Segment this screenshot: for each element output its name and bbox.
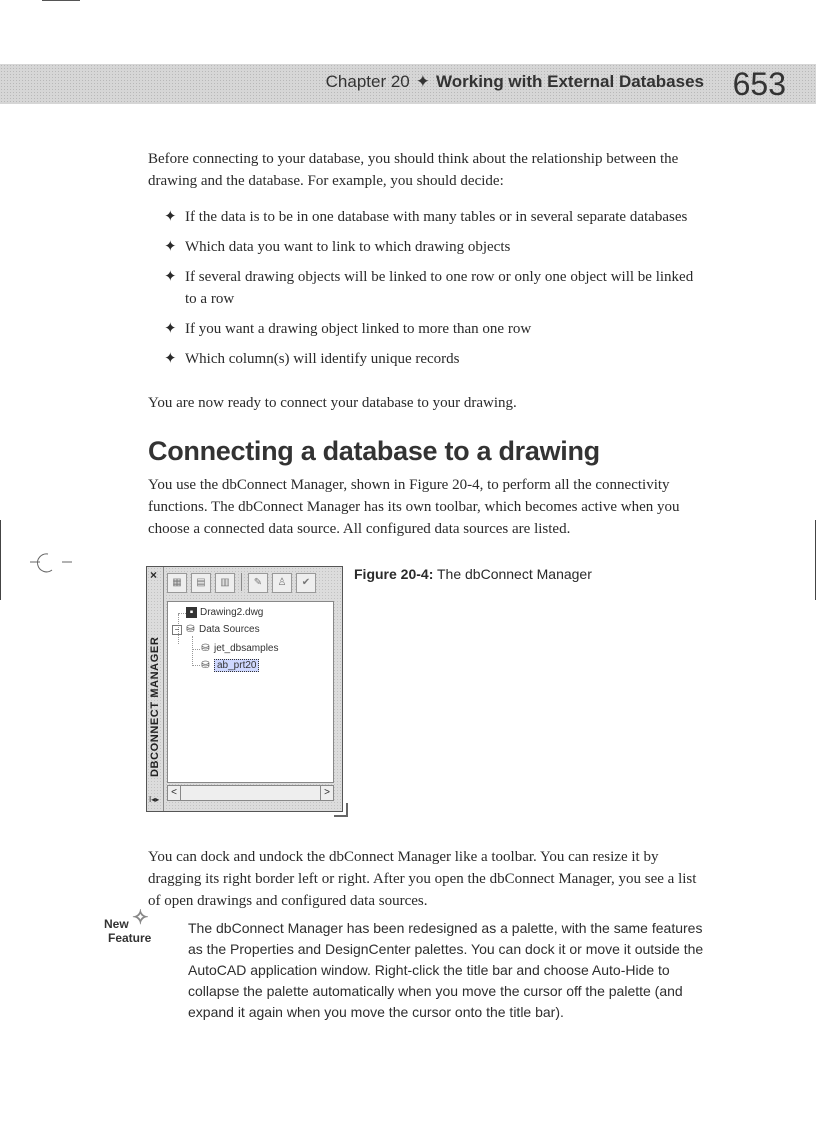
intro-paragraph: Before connecting to your database, you should think about the relationship between the drawing and the database. For example, you should decide:	[148, 151, 679, 189]
tree-connector	[192, 649, 200, 650]
ready-paragraph: You are now ready to connect your database to your drawing.	[148, 395, 517, 411]
link-template-icon[interactable]: ✎	[248, 573, 268, 593]
crop-mark-left	[0, 520, 1, 600]
chapter-label: Chapter 20	[325, 72, 410, 91]
scroll-right-button[interactable]: >	[320, 786, 333, 800]
resize-corner[interactable]	[334, 803, 348, 817]
bullet-icon: ✦	[164, 269, 177, 285]
database-icon: ⛁	[201, 643, 210, 654]
collapse-icon[interactable]: −	[172, 625, 182, 635]
megaphone-icon: ✧	[132, 907, 149, 929]
figure-caption	[354, 566, 592, 582]
list-item-text: If the data is to be in one database with many tables or in several separate databases	[185, 209, 688, 225]
label-template-icon[interactable]: ♙	[272, 573, 292, 593]
tree-item-data-sources[interactable]	[172, 624, 260, 635]
figure-caption-text: The dbConnect Manager	[437, 566, 592, 582]
list-item	[164, 206, 704, 228]
bullet-list	[164, 206, 704, 378]
tree-item-label: jet_dbsamples	[214, 643, 279, 654]
new-feature-note: The dbConnect Manager has been redesigned as a palette, with the same features as the Properties and DesignCenter palettes. You can dock it or move it outside the AutoCAD application window. Right-click the title bar and choose Auto-Hide to collapse the palette automatically when you move the cursor off the palette (and expand it again when you move the cursor onto the title bar).	[188, 920, 704, 1020]
tree-item-drawing[interactable]	[186, 607, 263, 618]
new-feature-label-2: Feature	[108, 931, 152, 945]
scroll-left-button[interactable]: <	[168, 786, 181, 800]
crop-mark	[42, 0, 80, 1]
list-item-text: Which column(s) will identify unique records	[185, 351, 460, 367]
palette-tree	[167, 601, 334, 783]
toolbar-divider	[241, 573, 242, 591]
tree-item-source[interactable]	[200, 659, 259, 672]
autohide-icon[interactable]: I◂▸	[149, 795, 160, 804]
page-number: 653	[732, 66, 786, 102]
synchronize-icon[interactable]: ✔	[296, 573, 316, 593]
tree-item-label: ab_prt20	[214, 659, 259, 672]
execute-query-icon[interactable]: ▥	[215, 573, 235, 593]
drawing-icon: ▪	[186, 607, 197, 618]
list-item-text: If you want a drawing object linked to more than one row	[185, 321, 532, 337]
horizontal-scrollbar[interactable]	[167, 785, 334, 801]
palette-toolbar	[167, 573, 316, 595]
view-table-icon[interactable]: ▦	[167, 573, 187, 593]
list-item	[164, 266, 704, 310]
data-sources-icon: ⛁	[186, 624, 195, 635]
tree-item-source[interactable]	[200, 643, 278, 654]
tree-item-label: Data Sources	[199, 624, 260, 635]
list-item	[164, 236, 704, 258]
palette-title-bar[interactable]	[147, 567, 164, 811]
bullet-icon: ✦	[164, 239, 177, 255]
figure-label: Figure 20-4:	[354, 566, 434, 582]
chapter-title: Working with External Databases	[436, 72, 704, 91]
list-item-text: Which data you want to link to which drawing objects	[185, 239, 511, 255]
bullet-icon: ✦	[164, 209, 177, 225]
palette-title: DBCONNECT MANAGER	[149, 636, 161, 777]
list-item-text: If several drawing objects will be linked to one row or only one object will be linked to a row	[185, 269, 694, 307]
close-icon[interactable]: ×	[150, 568, 158, 582]
registration-mark	[28, 550, 74, 574]
after-figure-paragraph: You can dock and undock the dbConnect Manager like a toolbar. You can resize it by dragging its right border left or right. After you open the dbConnect Manager, you see a list of open drawings and configured data sources.	[148, 849, 697, 909]
section-heading: Connecting a database to a drawing	[148, 436, 600, 466]
running-header	[326, 72, 704, 92]
tree-item-label: Drawing2.dwg	[200, 607, 264, 618]
list-item	[164, 348, 704, 370]
tree-connector	[192, 665, 200, 666]
dbconnect-palette	[146, 566, 343, 812]
header-separator: ✦	[415, 72, 431, 91]
bullet-icon: ✦	[164, 351, 177, 367]
bullet-icon: ✦	[164, 321, 177, 337]
new-feature-label-1: New	[104, 917, 129, 931]
tree-connector	[192, 636, 193, 666]
section-paragraph: You use the dbConnect Manager, shown in Figure 20-4, to perform all the connectivity functions. The dbConnect Manager has its own toolbar, which becomes active when you choose a connected data source. All configured data sources are listed.	[148, 477, 680, 537]
tree-connector	[178, 613, 186, 614]
list-item	[164, 318, 704, 340]
new-feature-icon	[104, 907, 152, 958]
edit-table-icon[interactable]: ▤	[191, 573, 211, 593]
database-icon: ⛁	[201, 660, 210, 671]
